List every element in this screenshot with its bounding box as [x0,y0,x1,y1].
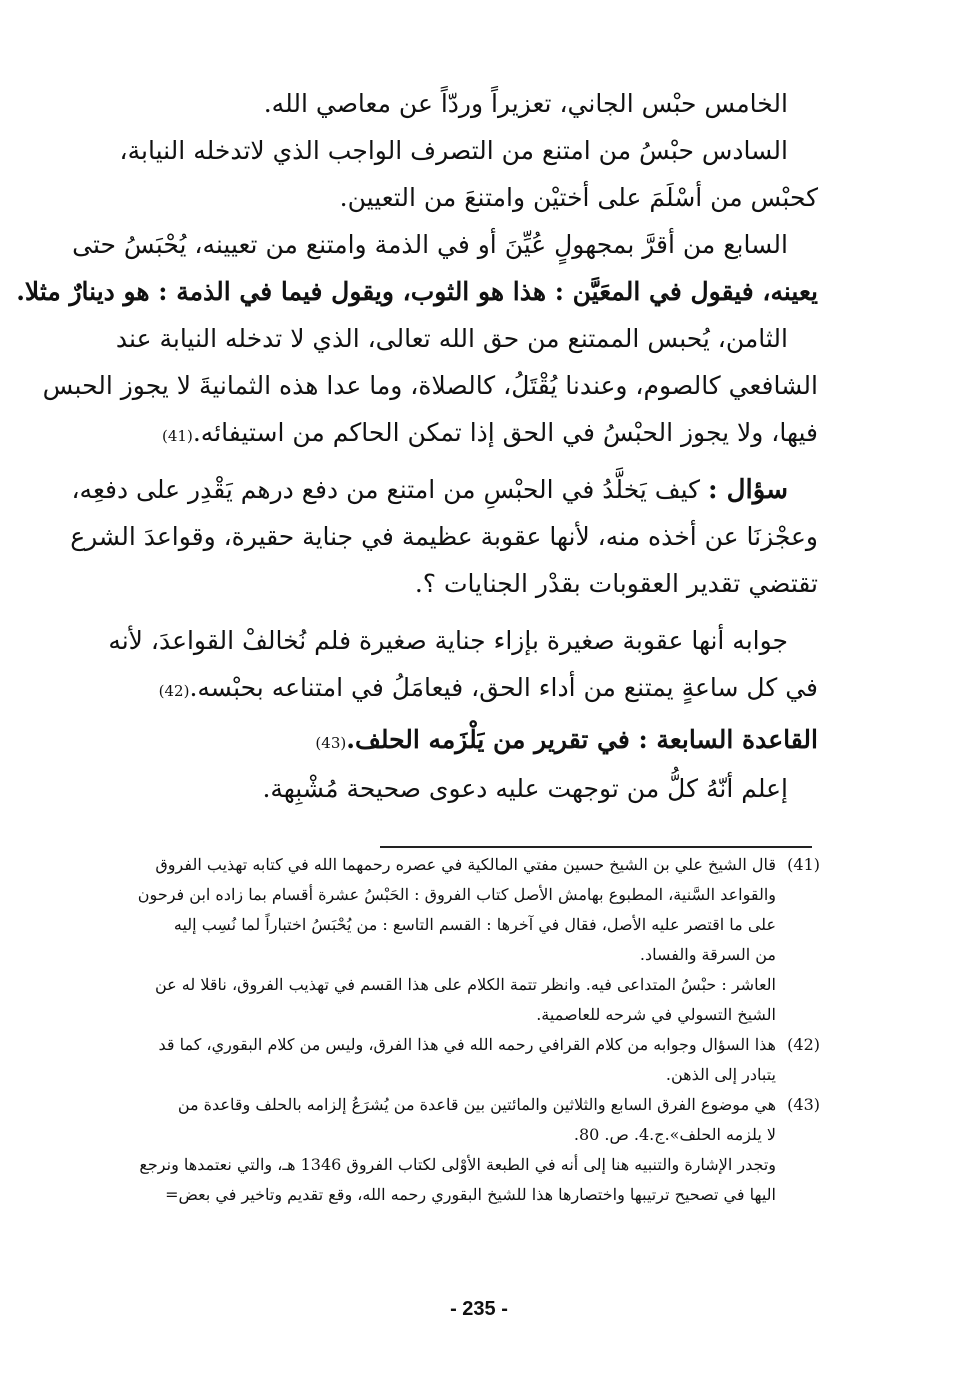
question-line-3: تقتضي تقدير العقوبات بقدْر الجنايات ؟. [414,569,818,598]
footnote-number: (43) [787,1095,820,1114]
footnote-body [110,1030,776,1090]
footnote-line: لا يلزمه الحلف».ج.4. ص. 80. [573,1125,776,1144]
footnote-ref-43: (43) [315,734,347,752]
answer-line-2 [113,664,818,711]
answer-line-1: جوابه أنها عقوبة صغيرة بإزاء جناية صغيرة فلم نُخالفْ القواعدَ، لأنه [108,626,788,655]
footnote-ref-41: (41) [162,427,193,445]
footnote-line: والقواعد السَّنية، المطبوع بهامش الأصل كتاب الفروق : الحَبْسُ عشرة أقسام بما زاده ابن فرحون [137,885,776,904]
rule-heading [113,715,818,765]
footnote-line: هي موضوع الفرق السابع والثلاثين والمائتين بين قاعدة من يُشرَعُ إلزامه بالحلف وقاعدة من [177,1095,776,1114]
paragraph-8th-text: فيها، ولا يجوز الحبْسُ في الحق إذا تمكن الحاكم من استيفائه. [192,418,818,447]
paragraph-8th-line-1: الثامن، يُحبس الممتنع من حق الله تعالى، الذي لا تدخله النيابة عند [115,324,788,353]
question-line-2: وعجْزنَا عن أخذه منه، لأنها عقوبة عظيمة في جناية حقيرة، وقواعدَ الشرع [70,522,818,551]
question-label: سؤال : [708,475,788,505]
footnote-body [110,1090,776,1150]
footnote-body [110,850,776,970]
footnote-line: على ما اقتصر عليه الأصل، فقال في آخرها : القسم التاسع : من يُحْبَسُ اختباراً لما نُسِب إليه [173,915,776,934]
footnote-line: قال الشيخ علي بن الشيخ حسين مفتي المالكية في عصره رحمهما الله في كتابه تهذيب الفروق [155,855,776,874]
question-line-1 [71,466,818,513]
main-text [16,80,818,812]
answer-text: في كل ساعةٍ يمتنع من أداء الحق، فيعامَلُ في امتناعه بحبْسه. [189,673,818,702]
paragraph-6th-line-2: كحبْس من أسْلَمَ على أختيْن وامتنعَ من التعيين. [339,183,818,212]
footnote-line: هذا السؤال وجوابه من كلام القرافي رحمه الله في هذا الفرق، وليس من كلام البقوري، كما قد [158,1035,776,1054]
footnote-43-continuation: وتجدر الإشارة والتنبيه هنا إلى أنه في الطبعة الأوْلى لكتاب الفروق 1346 هـ، والتي نعتمدها ونرجع [139,1155,776,1174]
rule-first-line: إعلم أنّهُ كلُّ من توجهت عليه دعوى صحيحة مُشْبِهة. [262,774,788,803]
spacer [113,607,818,617]
spacer [113,456,818,466]
footnote-line: من السرقة والفساد. [639,945,776,964]
footnote-line: يتبادر إلى الذهن. [665,1065,776,1084]
footnote-43 [110,1090,820,1150]
footnote-41-continuation: الشيخ التسولي في شرحه للعاصمية. [536,1005,776,1024]
footnotes [110,850,820,1210]
page-number: - 235 - [450,1298,508,1320]
paragraph-7th-line-1: السابع من أقرَّ بمجهولٍ عُيِّنَ أو في الذمة وامتنع من تعيينه، يُحْبَسُ حتى [72,230,788,259]
footnote-43-continuation: اليها في تصحيح ترتيبها واختصارها هذا للشيخ البقوري رحمه الله، وقع تقديم وتاخير في بعض= [165,1185,776,1204]
footnote-divider [380,846,812,848]
paragraph-8th-line-3 [113,409,818,456]
footnote-number: (41) [787,855,820,874]
question-text: كيف يَخلَّدُ في الحبْسِ من امتنع من دفع درهم يَقْدِر على دفعِه، [71,475,709,504]
footnote-42 [110,1030,820,1090]
footnote-ref-42: (42) [158,682,190,700]
paragraph-7th-line-2: يعينه، فيقول في المعَيَّن : هذا هو الثوب، ويقول فيما في الذمة : هو دينارٌ مثلا. [16,277,818,306]
rule-heading-text: القاعدة السابعة : في تقرير من يَلْزَمه الحلف. [346,725,818,754]
paragraph-6th-line-1: السادس حبْسُ من امتنع من التصرف الواجب الذي لاتدخله النيابة، [119,136,788,165]
paragraph-5th: الخامس حبْس الجاني، تعزيراً وردّاً عن معاصي الله. [263,89,788,118]
footnote-number: (42) [787,1035,820,1054]
footnote-41-continuation: العاشر : حبْسُ المتداعى فيه. وانظر تتمة الكلام على هذا القسم في تهذيب الفروق، ناقلا له عن [154,975,776,994]
footnote-41 [110,850,820,970]
paragraph-8th-line-2: الشافعي كالصوم، وعندنا يُقْتَلُ، كالصلاة، وما عدا هذه الثمانيةَ لا يجوز الحبس [42,371,818,400]
